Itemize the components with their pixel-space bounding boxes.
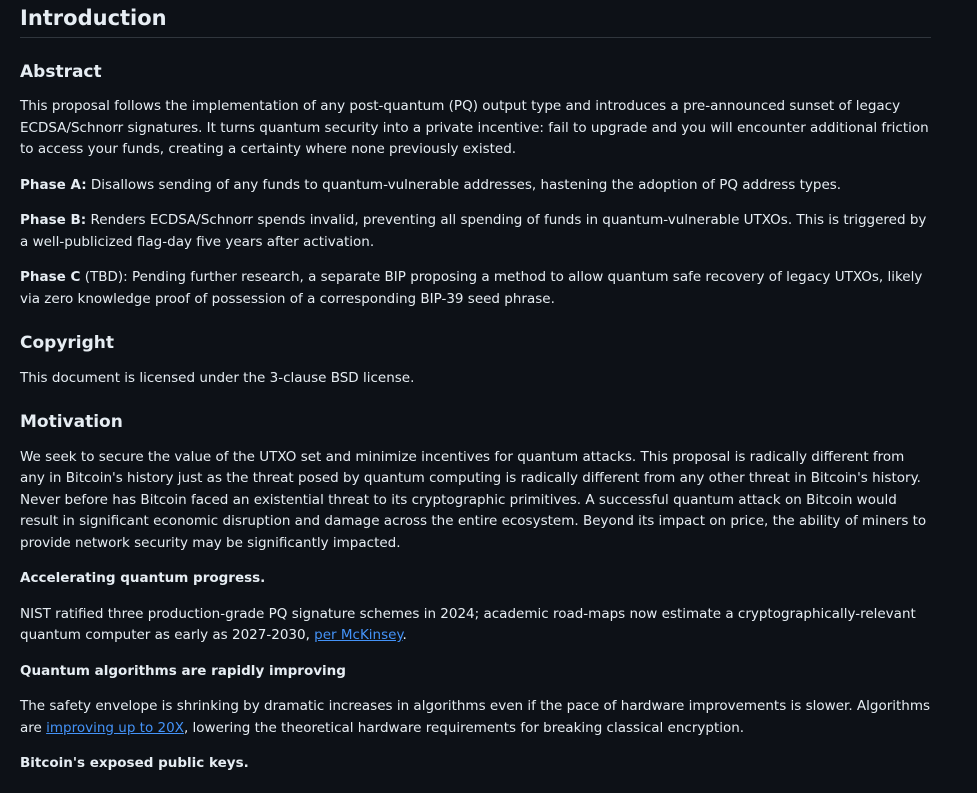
phase-a-text: Disallows sending of any funds to quantum-vulnerable addresses, hastening the adoption of PQ address types. — [86, 176, 842, 193]
page-title: Introduction — [20, 0, 931, 38]
abstract-paragraph: This proposal follows the implementation of any post-quantum (PQ) output type and introduces a pre-announced sunset of legacy ECDSA/Schnorr signatures. It turns quantum security into a private incentive: fail to upgrade and you will encounter additional friction to access your funds, creating a certainty where none previously existed. — [20, 98, 929, 157]
phase-b-label: Phase B: — [20, 212, 87, 228]
nist-paragraph — [20, 604, 931, 647]
safety-text: The safety envelope is shrinking by dramatic increases in algorithms even if the pace of hardware improvements is slower. Algorithms are — [20, 698, 931, 736]
abstract-heading: Abstract — [20, 62, 102, 82]
accelerating-progress-heading — [20, 568, 931, 590]
algorithms-heading — [20, 661, 931, 683]
nist-end: . — [402, 627, 407, 643]
nist-text: NIST ratified three production-grade PQ signature schemes in 2024; academic road-maps now estimate a cryptographically-relevant quantum computer as early as 2027-2030, — [20, 605, 916, 643]
copyright-paragraph: This document is licensed under the 3-clause BSD license. — [20, 370, 415, 386]
mckinsey-link[interactable]: per McKinsey — [314, 627, 403, 643]
phase-a-label: Phase A: — [20, 176, 87, 193]
motivation-paragraph: We seek to secure the value of the UTXO set and minimize incentives for quantum attacks. This proposal is radically different from any in Bitcoin's history just as the threat posed by quantum computing is radically different from any other threat in Bitcoin's history. Never before has Bitcoin faced an existential threat to its cryptographic primitives. A successful quantum attack on Bitcoin would result in significant economic disruption and damage across the entire ecosystem. Beyond its impact on price, the ability of miners to provide network security may be significantly impacted. — [20, 448, 927, 551]
phase-b-paragraph — [20, 210, 931, 253]
phase-c-label: Phase C — [20, 269, 81, 285]
accelerating-progress-label: Accelerating quantum progress. — [20, 570, 266, 586]
exposed-keys-label: Bitcoin's exposed public keys. — [20, 755, 249, 771]
phase-b-text: Renders ECDSA/Schnorr spends invalid, preventing all spending of funds in quantum-vulnerable UTXOs. This is triggered by a well-publicized flag-day five years after activation. — [20, 212, 927, 250]
motivation-heading: Motivation — [20, 411, 123, 432]
phase-c-text: (TBD): Pending further research, a separate BIP proposing a method to allow quantum safe recovery of legacy UTXOs, likely via zero knowledge proof of possession of a corresponding BIP-39 seed phrase. — [20, 269, 923, 307]
improving-link[interactable]: improving up to 20X — [46, 719, 184, 736]
safety-end: , lowering the theoretical hardware requirements for breaking classical encryption. — [183, 719, 745, 736]
exposed-keys-heading — [20, 753, 931, 775]
phase-c-paragraph — [20, 267, 931, 310]
algorithms-label: Quantum algorithms are rapidly improving — [20, 662, 346, 679]
safety-paragraph — [20, 696, 931, 739]
copyright-heading: Copyright — [20, 333, 115, 353]
phase-a-paragraph — [20, 175, 931, 197]
